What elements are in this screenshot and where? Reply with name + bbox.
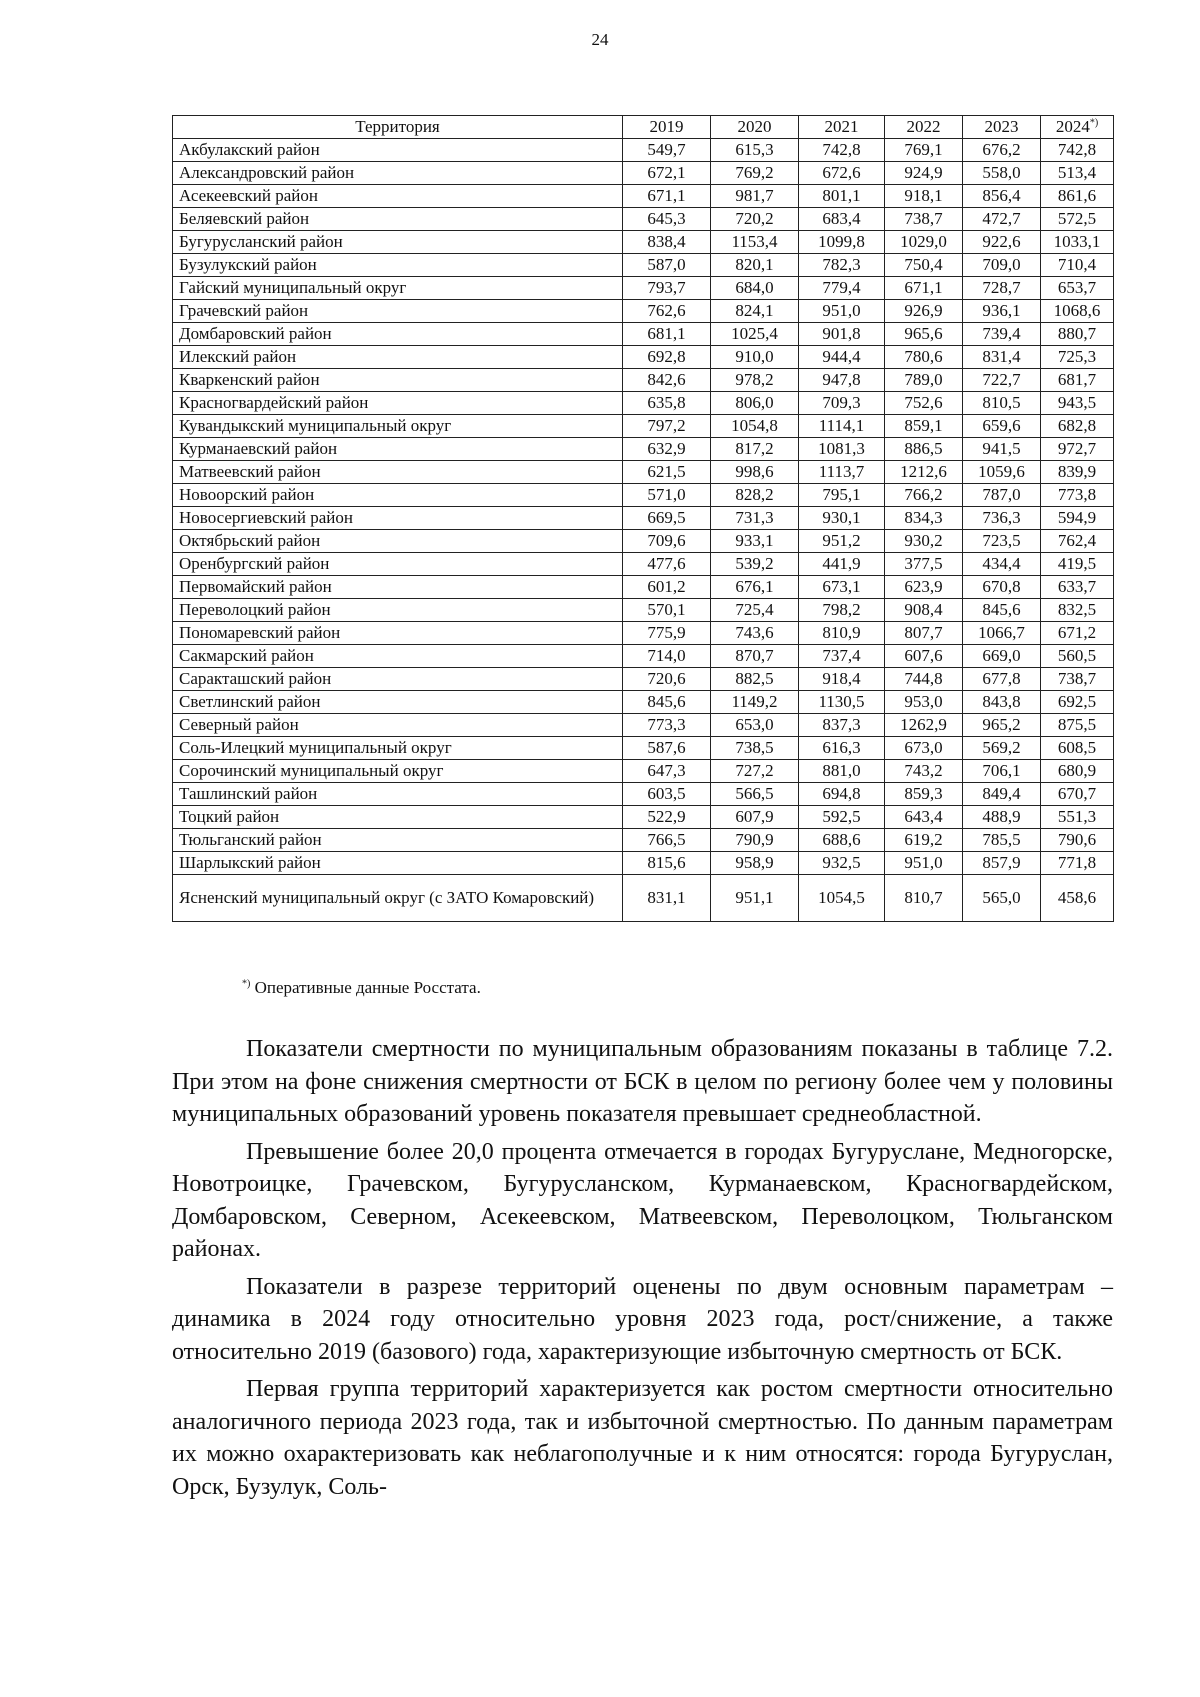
value-cell: 743,2 — [885, 760, 963, 783]
value-cell: 670,8 — [963, 576, 1041, 599]
value-cell: 635,8 — [623, 392, 711, 415]
value-cell: 750,4 — [885, 254, 963, 277]
table-row — [173, 162, 1114, 185]
value-cell: 766,2 — [885, 484, 963, 507]
paragraph: Первая группа территорий характеризуется как ростом смертности относительно аналогичного периода 2023 года, так и избыточной смертностью. По данным параметрам их можно охарактеризовать как неблагополучные и к ним относятся: города Бугуруслан, Орск, Бузулук, Соль- — [172, 1376, 1113, 1500]
territory-name: Матвеевский район — [173, 461, 623, 484]
paragraph: Показатели смертности по муниципальным образованиям показаны в таблице 7.2. При этом на фоне снижения смертности от БСК в целом по региону более чем у половины муниципальных образований уровень показателя превышает среднеобластной. — [172, 1036, 1113, 1127]
territory-name: Переволоцкий район — [173, 599, 623, 622]
value-cell: 918,4 — [799, 668, 885, 691]
territory-name: Сорочинский муниципальный округ — [173, 760, 623, 783]
value-cell: 832,5 — [1041, 599, 1114, 622]
value-cell: 790,9 — [711, 829, 799, 852]
value-cell: 820,1 — [711, 254, 799, 277]
value-cell: 549,7 — [623, 139, 711, 162]
value-cell: 918,1 — [885, 185, 963, 208]
value-cell: 1054,5 — [799, 875, 885, 922]
value-cell: 619,2 — [885, 829, 963, 852]
value-cell: 951,1 — [711, 875, 799, 922]
table-row — [173, 415, 1114, 438]
value-cell: 859,3 — [885, 783, 963, 806]
footnote-text: Оперативные данные Росстата. — [250, 978, 481, 997]
value-cell: 978,2 — [711, 369, 799, 392]
footnote-mark: *) — [242, 978, 251, 990]
value-cell: 965,2 — [963, 714, 1041, 737]
value-cell: 643,4 — [885, 806, 963, 829]
value-cell: 731,3 — [711, 507, 799, 530]
territory-name: Октябрьский район — [173, 530, 623, 553]
table-row — [173, 714, 1114, 737]
value-cell: 671,1 — [623, 185, 711, 208]
value-cell: 633,7 — [1041, 576, 1114, 599]
paragraph: Превышение более 20,0 процента отмечается в городах Бугуруслане, Медногорске, Новотроицке, Грачевском, Бугурусланском, Курманаевском, Красногвардейском, Домбаровском, Северном, Асекеевском, Матвеевском, Переволоцком, Тюльганском районах. — [172, 1138, 1113, 1262]
value-cell: 647,3 — [623, 760, 711, 783]
value-cell: 736,3 — [963, 507, 1041, 530]
territory-name: Сакмарский район — [173, 645, 623, 668]
value-cell: 810,7 — [885, 875, 963, 922]
value-cell: 477,6 — [623, 553, 711, 576]
table-row — [173, 691, 1114, 714]
value-cell: 1212,6 — [885, 461, 963, 484]
value-cell: 943,5 — [1041, 392, 1114, 415]
value-cell: 673,0 — [885, 737, 963, 760]
value-cell: 587,0 — [623, 254, 711, 277]
value-cell: 720,2 — [711, 208, 799, 231]
value-cell: 607,6 — [885, 645, 963, 668]
value-cell: 951,2 — [799, 530, 885, 553]
value-cell: 737,4 — [799, 645, 885, 668]
value-cell: 845,6 — [623, 691, 711, 714]
value-cell: 1262,9 — [885, 714, 963, 737]
value-cell: 870,7 — [711, 645, 799, 668]
territory-name: Акбулакский район — [173, 139, 623, 162]
header-2021: 2021 — [799, 116, 885, 139]
value-cell: 743,6 — [711, 622, 799, 645]
header-2023: 2023 — [963, 116, 1041, 139]
value-cell: 513,4 — [1041, 162, 1114, 185]
value-cell: 669,0 — [963, 645, 1041, 668]
value-cell: 653,0 — [711, 714, 799, 737]
table-row — [173, 277, 1114, 300]
value-cell: 680,9 — [1041, 760, 1114, 783]
value-cell: 607,9 — [711, 806, 799, 829]
value-cell: 684,0 — [711, 277, 799, 300]
value-cell: 924,9 — [885, 162, 963, 185]
value-cell: 1113,7 — [799, 461, 885, 484]
value-cell: 951,0 — [799, 300, 885, 323]
value-cell: 1054,8 — [711, 415, 799, 438]
value-cell: 773,3 — [623, 714, 711, 737]
value-cell: 441,9 — [799, 553, 885, 576]
value-cell: 683,4 — [799, 208, 885, 231]
value-cell: 1149,2 — [711, 691, 799, 714]
value-cell: 787,0 — [963, 484, 1041, 507]
value-cell: 681,1 — [623, 323, 711, 346]
value-cell: 922,6 — [963, 231, 1041, 254]
territory-name: Бугурусланский район — [173, 231, 623, 254]
value-cell: 739,4 — [963, 323, 1041, 346]
value-cell: 838,4 — [623, 231, 711, 254]
value-cell: 709,0 — [963, 254, 1041, 277]
value-cell: 856,4 — [963, 185, 1041, 208]
value-cell: 817,2 — [711, 438, 799, 461]
table-row — [173, 599, 1114, 622]
value-cell: 1153,4 — [711, 231, 799, 254]
value-cell: 806,0 — [711, 392, 799, 415]
value-cell: 1059,6 — [963, 461, 1041, 484]
value-cell: 558,0 — [963, 162, 1041, 185]
value-cell: 594,9 — [1041, 507, 1114, 530]
territory-name: Грачевский район — [173, 300, 623, 323]
value-cell: 522,9 — [623, 806, 711, 829]
table-row — [173, 576, 1114, 599]
value-cell: 722,7 — [963, 369, 1041, 392]
paragraph: Показатели в разрезе территорий оценены по двум основным параметрам – динамика в 2024 году относительно уровня 2023 года, рост/снижение, а также относительно 2019 (базового) года, характеризующие избыточную смертность от БСК. — [172, 1273, 1113, 1365]
value-cell: 981,7 — [711, 185, 799, 208]
value-cell: 723,5 — [963, 530, 1041, 553]
territory-name: Тюльганский район — [173, 829, 623, 852]
value-cell: 801,1 — [799, 185, 885, 208]
value-cell: 1029,0 — [885, 231, 963, 254]
territory-name: Кувандыкский муниципальный округ — [173, 415, 623, 438]
header-2022: 2022 — [885, 116, 963, 139]
value-cell: 677,8 — [963, 668, 1041, 691]
value-cell: 798,2 — [799, 599, 885, 622]
body-text — [172, 1033, 1113, 1508]
value-cell: 793,7 — [623, 277, 711, 300]
table-row — [173, 530, 1114, 553]
value-cell: 616,3 — [799, 737, 885, 760]
territory-name: Ташлинский район — [173, 783, 623, 806]
value-cell: 692,8 — [623, 346, 711, 369]
table-row — [173, 737, 1114, 760]
value-cell: 845,6 — [963, 599, 1041, 622]
value-cell: 972,7 — [1041, 438, 1114, 461]
value-cell: 569,2 — [963, 737, 1041, 760]
value-cell: 692,5 — [1041, 691, 1114, 714]
value-cell: 886,5 — [885, 438, 963, 461]
value-cell: 944,4 — [799, 346, 885, 369]
value-cell: 673,1 — [799, 576, 885, 599]
value-cell: 762,4 — [1041, 530, 1114, 553]
value-cell: 560,5 — [1041, 645, 1114, 668]
value-cell: 565,0 — [963, 875, 1041, 922]
value-cell: 742,8 — [1041, 139, 1114, 162]
value-cell: 875,5 — [1041, 714, 1114, 737]
value-cell: 849,4 — [963, 783, 1041, 806]
territory-name: Саракташский район — [173, 668, 623, 691]
value-cell: 681,7 — [1041, 369, 1114, 392]
value-cell: 859,1 — [885, 415, 963, 438]
value-cell: 571,0 — [623, 484, 711, 507]
table-row — [173, 231, 1114, 254]
value-cell: 810,9 — [799, 622, 885, 645]
value-cell: 377,5 — [885, 553, 963, 576]
value-cell: 671,1 — [885, 277, 963, 300]
header-2024: 2024*) — [1041, 116, 1114, 139]
value-cell: 676,1 — [711, 576, 799, 599]
value-cell: 615,3 — [711, 139, 799, 162]
value-cell: 592,5 — [799, 806, 885, 829]
value-cell: 738,7 — [1041, 668, 1114, 691]
table-row — [173, 369, 1114, 392]
value-cell: 933,1 — [711, 530, 799, 553]
table-row — [173, 185, 1114, 208]
table-row — [173, 392, 1114, 415]
value-cell: 671,2 — [1041, 622, 1114, 645]
value-cell: 1025,4 — [711, 323, 799, 346]
value-cell: 842,6 — [623, 369, 711, 392]
territory-name: Оренбургский район — [173, 553, 623, 576]
value-cell: 815,6 — [623, 852, 711, 875]
value-cell: 682,8 — [1041, 415, 1114, 438]
value-cell: 769,2 — [711, 162, 799, 185]
territory-name: Новосергиевский район — [173, 507, 623, 530]
value-cell: 676,2 — [963, 139, 1041, 162]
value-cell: 958,9 — [711, 852, 799, 875]
value-cell: 882,5 — [711, 668, 799, 691]
territory-name: Северный район — [173, 714, 623, 737]
value-cell: 434,4 — [963, 553, 1041, 576]
territory-name: Новоорский район — [173, 484, 623, 507]
value-cell: 782,3 — [799, 254, 885, 277]
value-cell: 570,1 — [623, 599, 711, 622]
table-row — [173, 438, 1114, 461]
value-cell: 773,8 — [1041, 484, 1114, 507]
value-cell: 810,5 — [963, 392, 1041, 415]
value-cell: 688,6 — [799, 829, 885, 852]
value-cell: 1114,1 — [799, 415, 885, 438]
value-cell: 587,6 — [623, 737, 711, 760]
value-cell: 566,5 — [711, 783, 799, 806]
value-cell: 930,1 — [799, 507, 885, 530]
value-cell: 908,4 — [885, 599, 963, 622]
value-cell: 953,0 — [885, 691, 963, 714]
value-cell: 710,4 — [1041, 254, 1114, 277]
value-cell: 1130,5 — [799, 691, 885, 714]
table-row — [173, 254, 1114, 277]
header-2020: 2020 — [711, 116, 799, 139]
value-cell: 795,1 — [799, 484, 885, 507]
territory-name: Илекский район — [173, 346, 623, 369]
value-cell: 965,6 — [885, 323, 963, 346]
value-cell: 632,9 — [623, 438, 711, 461]
value-cell: 725,3 — [1041, 346, 1114, 369]
value-cell: 857,9 — [963, 852, 1041, 875]
value-cell: 779,4 — [799, 277, 885, 300]
territory-name: Соль-Илецкий муниципальный округ — [173, 737, 623, 760]
territory-name: Кваркенский район — [173, 369, 623, 392]
value-cell: 709,3 — [799, 392, 885, 415]
value-cell: 551,3 — [1041, 806, 1114, 829]
value-cell: 901,8 — [799, 323, 885, 346]
value-cell: 762,6 — [623, 300, 711, 323]
value-cell: 1099,8 — [799, 231, 885, 254]
value-cell: 881,0 — [799, 760, 885, 783]
value-cell: 831,1 — [623, 875, 711, 922]
value-cell: 789,0 — [885, 369, 963, 392]
value-cell: 714,0 — [623, 645, 711, 668]
value-cell: 472,7 — [963, 208, 1041, 231]
header-2019: 2019 — [623, 116, 711, 139]
table-row — [173, 300, 1114, 323]
value-cell: 1033,1 — [1041, 231, 1114, 254]
value-cell: 608,5 — [1041, 737, 1114, 760]
value-cell: 752,6 — [885, 392, 963, 415]
value-cell: 709,6 — [623, 530, 711, 553]
table-row — [173, 668, 1114, 691]
value-cell: 659,6 — [963, 415, 1041, 438]
table-row — [173, 783, 1114, 806]
value-cell: 720,6 — [623, 668, 711, 691]
value-cell: 728,7 — [963, 277, 1041, 300]
value-cell: 623,9 — [885, 576, 963, 599]
table-row — [173, 553, 1114, 576]
value-cell: 790,6 — [1041, 829, 1114, 852]
value-cell: 797,2 — [623, 415, 711, 438]
value-cell: 738,5 — [711, 737, 799, 760]
table-row — [173, 507, 1114, 530]
table-row — [173, 645, 1114, 668]
value-cell: 947,8 — [799, 369, 885, 392]
territory-name: Асекеевский район — [173, 185, 623, 208]
value-cell: 1081,3 — [799, 438, 885, 461]
value-cell: 839,9 — [1041, 461, 1114, 484]
value-cell: 706,1 — [963, 760, 1041, 783]
value-cell: 926,9 — [885, 300, 963, 323]
value-cell: 653,7 — [1041, 277, 1114, 300]
value-cell: 824,1 — [711, 300, 799, 323]
header-territory: Территория — [173, 116, 623, 139]
value-cell: 837,3 — [799, 714, 885, 737]
value-cell: 694,8 — [799, 783, 885, 806]
value-cell: 603,5 — [623, 783, 711, 806]
table-row — [173, 346, 1114, 369]
value-cell: 831,4 — [963, 346, 1041, 369]
territory-name: Первомайский район — [173, 576, 623, 599]
table-row — [173, 760, 1114, 783]
value-cell: 998,6 — [711, 461, 799, 484]
territory-name: Гайский муниципальный округ — [173, 277, 623, 300]
value-cell: 1068,6 — [1041, 300, 1114, 323]
value-cell: 834,3 — [885, 507, 963, 530]
value-cell: 766,5 — [623, 829, 711, 852]
value-cell: 936,1 — [963, 300, 1041, 323]
value-cell: 672,6 — [799, 162, 885, 185]
territory-name: Тоцкий район — [173, 806, 623, 829]
territory-name: Светлинский район — [173, 691, 623, 714]
value-cell: 670,7 — [1041, 783, 1114, 806]
value-cell: 807,7 — [885, 622, 963, 645]
header-footnote-mark: *) — [1089, 117, 1099, 129]
territory-name: Ясненский муниципальный округ (с ЗАТО Комаровский) — [173, 875, 623, 922]
value-cell: 744,8 — [885, 668, 963, 691]
table-row — [173, 461, 1114, 484]
territory-name: Шарлыкский район — [173, 852, 623, 875]
value-cell: 910,0 — [711, 346, 799, 369]
value-cell: 645,3 — [623, 208, 711, 231]
table-row — [173, 208, 1114, 231]
table-row — [173, 806, 1114, 829]
territory-name: Бузулукский район — [173, 254, 623, 277]
value-cell: 1066,7 — [963, 622, 1041, 645]
value-cell: 941,5 — [963, 438, 1041, 461]
table-footnote — [242, 978, 481, 998]
value-cell: 419,5 — [1041, 553, 1114, 576]
value-cell: 828,2 — [711, 484, 799, 507]
value-cell: 780,6 — [885, 346, 963, 369]
value-cell: 843,8 — [963, 691, 1041, 714]
table-row — [173, 875, 1114, 922]
value-cell: 769,1 — [885, 139, 963, 162]
table-row — [173, 622, 1114, 645]
value-cell: 932,5 — [799, 852, 885, 875]
value-cell: 572,5 — [1041, 208, 1114, 231]
value-cell: 951,0 — [885, 852, 963, 875]
territory-name: Александровский район — [173, 162, 623, 185]
table-header-row — [173, 116, 1114, 139]
value-cell: 672,1 — [623, 162, 711, 185]
value-cell: 621,5 — [623, 461, 711, 484]
value-cell: 742,8 — [799, 139, 885, 162]
value-cell: 601,2 — [623, 576, 711, 599]
territory-name: Домбаровский район — [173, 323, 623, 346]
table-row — [173, 484, 1114, 507]
value-cell: 775,9 — [623, 622, 711, 645]
territory-name: Красногвардейский район — [173, 392, 623, 415]
value-cell: 930,2 — [885, 530, 963, 553]
value-cell: 669,5 — [623, 507, 711, 530]
page-number: 24 — [591, 30, 609, 49]
territory-name: Беляевский район — [173, 208, 623, 231]
value-cell: 880,7 — [1041, 323, 1114, 346]
territory-name: Пономаревский район — [173, 622, 623, 645]
value-cell: 539,2 — [711, 553, 799, 576]
territory-name: Курманаевский район — [173, 438, 623, 461]
table-row — [173, 323, 1114, 346]
value-cell: 725,4 — [711, 599, 799, 622]
table-row — [173, 139, 1114, 162]
value-cell: 738,7 — [885, 208, 963, 231]
value-cell: 785,5 — [963, 829, 1041, 852]
value-cell: 861,6 — [1041, 185, 1114, 208]
table-row — [173, 852, 1114, 875]
value-cell: 458,6 — [1041, 875, 1114, 922]
mortality-table — [172, 115, 1114, 922]
value-cell: 771,8 — [1041, 852, 1114, 875]
value-cell: 727,2 — [711, 760, 799, 783]
value-cell: 488,9 — [963, 806, 1041, 829]
table-row — [173, 829, 1114, 852]
